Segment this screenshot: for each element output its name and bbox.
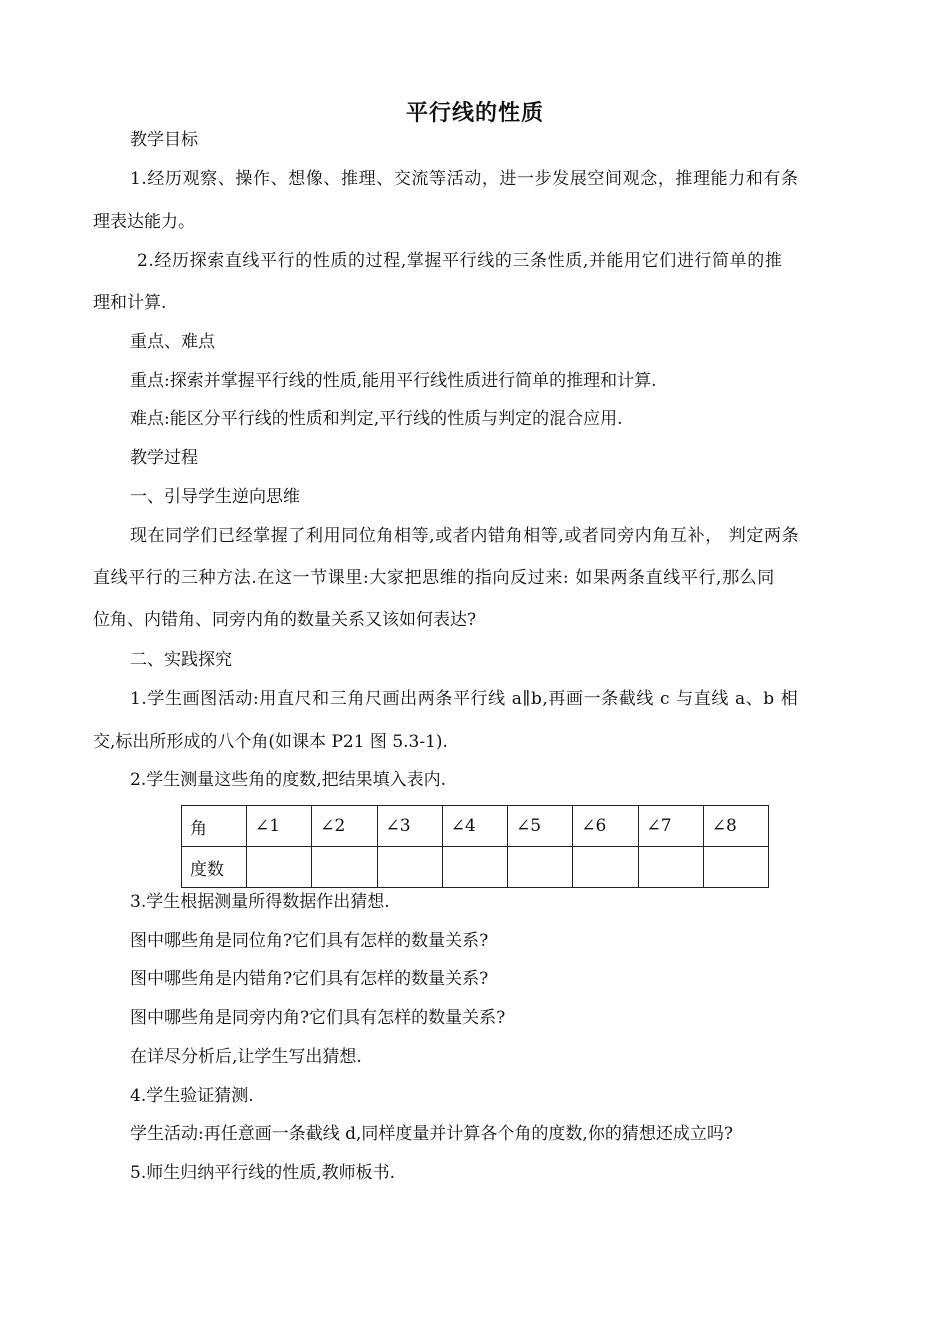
table-cell-angle-7: ∠7 (638, 806, 703, 847)
table-cell-degree-3 (377, 847, 442, 888)
table-cell-angle-3: ∠3 (377, 806, 442, 847)
difficulty: 难点:能区分平行线的性质和判定,平行线的性质与判定的混合应用. (130, 409, 623, 429)
table-cell-degree-2 (312, 847, 377, 888)
table-row (182, 806, 769, 847)
table-row (182, 847, 769, 888)
step3: 3.学生根据测量所得数据作出猜想. (130, 892, 390, 912)
step4: 4.学生验证猜测. (130, 1086, 254, 1106)
process-heading: 教学过程 (130, 448, 198, 468)
part1-heading: 一、引导学生逆向思维 (130, 487, 300, 507)
after-analysis: 在详尽分析后,让学生写出猜想. (130, 1047, 362, 1067)
question-alternate: 图中哪些角是内错角?它们具有怎样的数量关系? (130, 969, 489, 989)
table-cell-angle-1: ∠1 (247, 806, 312, 847)
student-activity: 学生活动:再任意画一条截线 d,同样度量并计算各个角的度数,你的猜想还成立吗? (130, 1124, 733, 1144)
table-cell-angle-5: ∠5 (508, 806, 573, 847)
part1-line3: 位角、内错角、同旁内角的数量关系又该如何表达? (93, 610, 477, 630)
goal1-line2: 理表达能力。 (93, 212, 195, 232)
table-header-degree: 度数 (182, 847, 247, 888)
table-cell-degree-4 (442, 847, 507, 888)
part1-line1: 现在同学们已经掌握了利用同位角相等,或者内错角相等,或者同旁内角互补， 判定两条 (130, 526, 800, 546)
table-cell-degree-5 (508, 847, 573, 888)
table-cell-degree-7 (638, 847, 703, 888)
step1-line1: 1.学生画图活动:用直尺和三角尺画出两条平行线 a∥b,再画一条截线 c 与直线 a、b 相 (130, 689, 799, 709)
goal2-line1: 2.经历探索直线平行的性质的过程,掌握平行线的三条性质,并能用它们进行简单的推 (137, 251, 783, 271)
step2: 2.学生测量这些角的度数,把结果填入表内. (130, 770, 447, 790)
step5: 5.师生归纳平行线的性质,教师板书. (130, 1163, 396, 1183)
table-cell-degree-1 (247, 847, 312, 888)
goal1-line1: 1.经历观察、操作、想像、推理、交流等活动，进一步发展空间观念，推理能力和有条 (130, 169, 799, 189)
table-cell-angle-6: ∠6 (573, 806, 638, 847)
question-corresponding: 图中哪些角是同位角?它们具有怎样的数量关系? (130, 931, 489, 951)
table-cell-degree-8 (703, 847, 768, 888)
table-header-angle: 角 (182, 806, 247, 847)
goals-heading: 教学目标 (130, 130, 198, 150)
angle-measure-table (181, 805, 769, 888)
part1-line2: 直线平行的三种方法.在这一节课里:大家把思维的指向反过来: 如果两条直线平行,那么同 (93, 568, 775, 588)
step1-line2: 交,标出所形成的八个角(如课本 P21 图 5.3-1). (93, 732, 448, 752)
part2-heading: 二、实践探究 (130, 650, 232, 670)
goal2-line2: 理和计算. (93, 293, 167, 313)
key-heading: 重点、难点 (130, 332, 215, 352)
table-cell-angle-2: ∠2 (312, 806, 377, 847)
table-cell-degree-6 (573, 847, 638, 888)
page-title: 平行线的性质 (405, 101, 544, 126)
question-same-side: 图中哪些角是同旁内角?它们具有怎样的数量关系? (130, 1008, 506, 1028)
table-cell-angle-8: ∠8 (703, 806, 768, 847)
key-point: 重点:探索并掌握平行线的性质,能用平行线性质进行简单的推理和计算. (130, 371, 657, 391)
table-cell-angle-4: ∠4 (442, 806, 507, 847)
